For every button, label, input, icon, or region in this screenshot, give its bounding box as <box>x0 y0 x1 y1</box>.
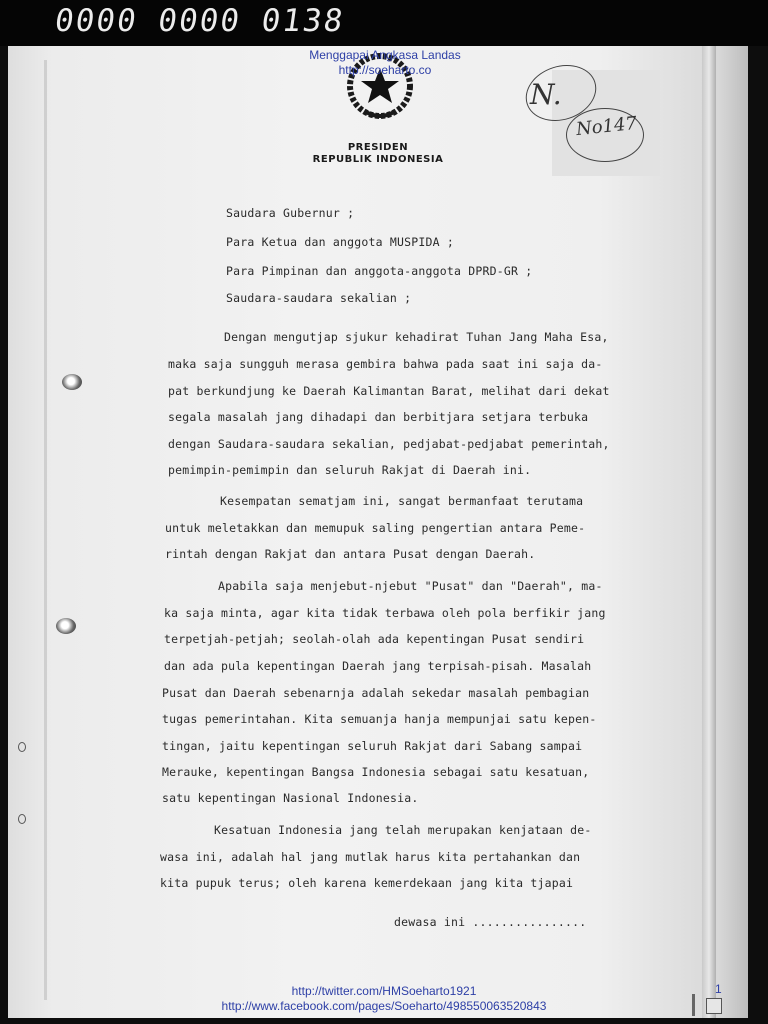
binding-hole-icon <box>18 814 26 824</box>
paragraph-line: Apabila saja menjebut-njebut "Pusat" dan "Daerah", ma- <box>218 579 603 593</box>
watermark <box>290 48 480 78</box>
paragraph-line: terpetjah-petjah; seolah-olah ada kepentingan Pusat sendiri <box>164 632 585 646</box>
salutation-line: Saudara-saudara sekalian ; <box>226 291 412 305</box>
watermark-link[interactable]: http://soeharto.co <box>338 63 432 77</box>
paragraph-line: satu kepentingan Nasional Indonesia. <box>162 791 419 805</box>
paragraph-line: tugas pemerintahan. Kita semuanja hanja mempunjai satu kepen- <box>162 712 597 726</box>
facebook-link[interactable]: http://www.facebook.com/pages/Soeharto/498550063520843 <box>221 999 547 1013</box>
paragraph-line: untuk meletakkan dan memupuk saling pengertian antara Peme- <box>165 521 586 535</box>
paragraph-line: pemimpin-pemimpin dan seluruh Rakjat di Daerah ini. <box>168 463 532 477</box>
salutation-line: Para Pimpinan dan anggota-anggota DPRD-GR ; <box>226 264 533 278</box>
paragraph-line: pat berkundjung ke Daerah Kalimantan Barat, melihat dari dekat <box>168 384 610 398</box>
watermark-title: Menggapai Angkasa Landas <box>309 48 461 62</box>
page-edge-shadow <box>702 46 716 1018</box>
paragraph-line: maka saja sungguh merasa gembira bahwa pada saat ini saja da- <box>168 357 603 371</box>
paragraph-line: Dengan mengutjap sjukur kehadirat Tuhan Jang Maha Esa, <box>224 330 609 344</box>
letterhead-line-2: REPUBLIK INDONESIA <box>312 154 444 165</box>
paragraph-line: Kesempatan sematjam ini, sangat bermanfaat terutama <box>220 494 584 508</box>
paragraph-line: Merauke, kepentingan Bangsa Indonesia sebagai satu kesatuan, <box>162 765 590 779</box>
paragraph-line: ka saja minta, agar kita tidak terbawa oleh pola berfikir jang <box>164 606 606 620</box>
paragraph-line: Kesatuan Indonesia jang telah merupakan kenjataan de- <box>214 823 592 837</box>
catchword: dewasa ini ................ <box>394 915 587 929</box>
salutation-line: Saudara Gubernur ; <box>226 206 355 220</box>
frame-number: 0000 0000 0138 <box>52 3 347 39</box>
salutation-line: Para Ketua dan anggota MUSPIDA ; <box>226 235 454 249</box>
paragraph-line: tingan, jaitu kepentingan seluruh Rakjat dari Sabang sampai <box>162 739 583 753</box>
paragraph-line: segala masalah jang dihadapi dan berbitjara setjara terbuka <box>168 410 589 424</box>
paragraph-line: Pusat dan Daerah sebenarnja adalah sekedar masalah pembagian <box>162 686 590 700</box>
paragraph-line: kita pupuk terus; oleh karena kemerdekaan jang kita tjapai <box>160 876 574 890</box>
page-number: 1 <box>715 982 722 996</box>
paragraph-line: rintah dengan Rakjat dan antara Pusat dengan Daerah. <box>165 547 536 561</box>
paragraph-line: dengan Saudara-saudara sekalian, pedjabat-pedjabat pemerintah, <box>168 437 610 451</box>
letterhead <box>300 142 456 166</box>
letterhead-line-1: PRESIDEN <box>347 142 409 153</box>
handwritten-mark-n: N. <box>530 78 562 111</box>
paragraph-line: wasa ini, adalah hal jang mutlak harus kita pertahankan dan <box>160 850 581 864</box>
punch-hole-icon <box>56 618 76 634</box>
scan-mark <box>706 998 722 1014</box>
twitter-link[interactable]: http://twitter.com/HMSoeharto1921 <box>291 984 477 998</box>
page-left-fold <box>44 60 47 1000</box>
punch-hole-icon <box>62 374 82 390</box>
scan-mark <box>692 994 695 1016</box>
film-strip-header <box>0 0 768 46</box>
paragraph-line: dan ada pula kepentingan Daerah jang terpisah-pisah. Masalah <box>164 659 592 673</box>
binding-hole-icon <box>18 742 26 752</box>
handwritten-document-number: No147 <box>575 112 638 141</box>
